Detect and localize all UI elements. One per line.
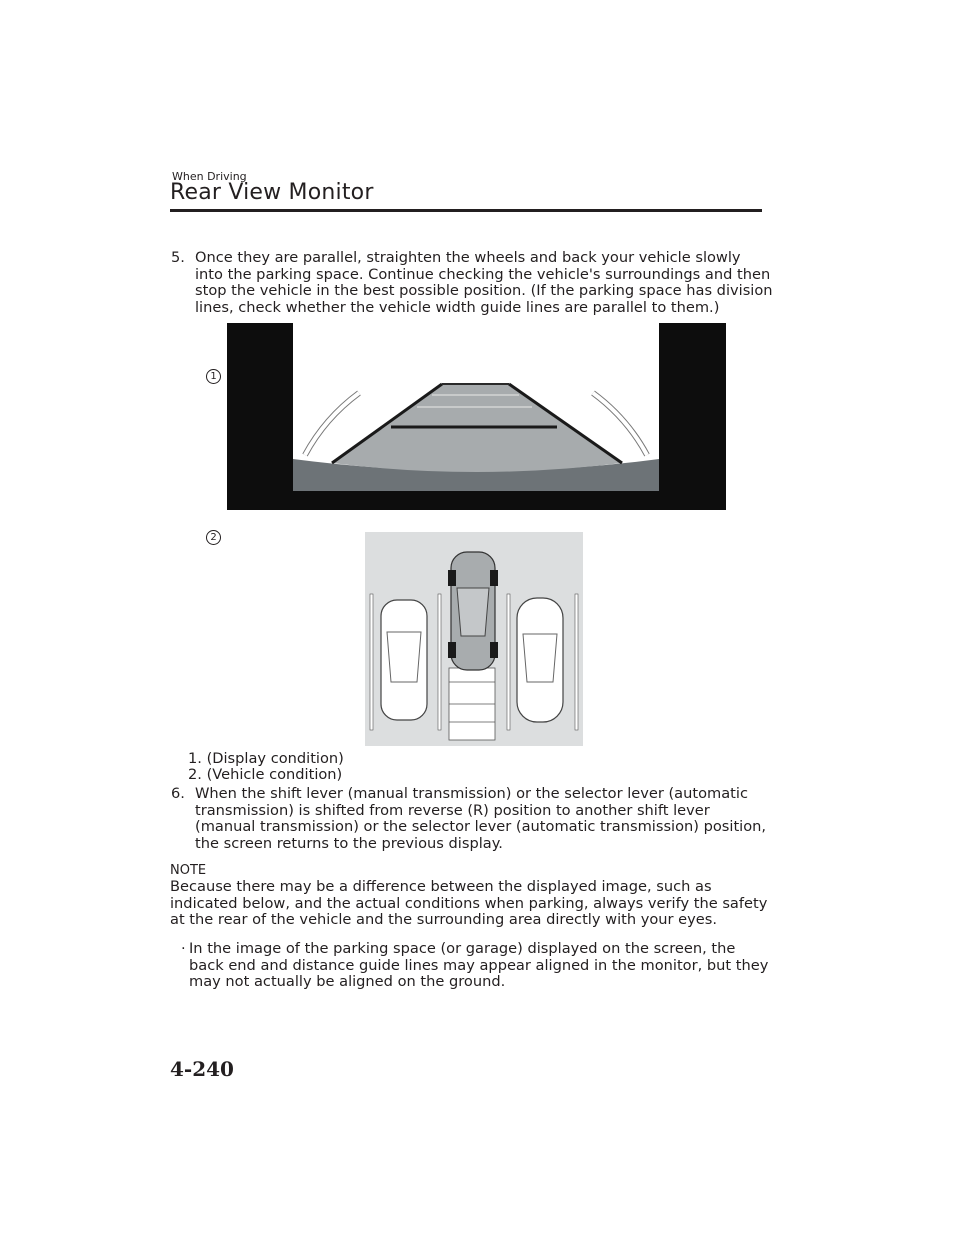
page-number: 4-240 [170, 1057, 234, 1081]
display-condition-illustration [227, 323, 726, 510]
section-label: When Driving [172, 170, 247, 183]
callout-1: 1 [206, 369, 221, 384]
bullet-mark: · [181, 940, 186, 957]
caption-1: 1. (Display condition) [188, 750, 344, 767]
step-5-number: 5. [171, 249, 185, 266]
note-heading: NOTE [170, 863, 207, 878]
caption-2: 2. (Vehicle condition) [188, 766, 343, 783]
page-title: Rear View Monitor [170, 180, 374, 205]
vehicle-condition-illustration [365, 532, 583, 746]
step-6-text: When the shift lever (manual transmission) or the selector lever (automatic transmission) is shifted from reverse (R) position to another shift lever (manual transmission) or the selector lever (automatic transmission) position, the screen returns to the previous display. [195, 785, 767, 852]
note-bullet-text: In the image of the parking space (or garage) displayed on the screen, the back end and distance guide lines may appear aligned in the monitor, but they may not actually be aligned on the ground. [189, 940, 769, 990]
title-rule [170, 209, 762, 212]
note-body: Because there may be a difference between the displayed image, such as indicated below, and the actual conditions when parking, always verify the safety at the rear of the vehicle and the surrounding area directly with your eyes. [170, 878, 768, 928]
step-6-number: 6. [171, 785, 185, 802]
callout-2: 2 [206, 530, 221, 545]
step-5-text: Once they are parallel, straighten the wheels and back your vehicle slowly into the parking space. Continue checking the vehicle's surroundings and then stop the vehicle in the best possible position. (If the parking space has division lines, check whether the vehicle width guide lines are parallel to them.) [195, 249, 773, 316]
